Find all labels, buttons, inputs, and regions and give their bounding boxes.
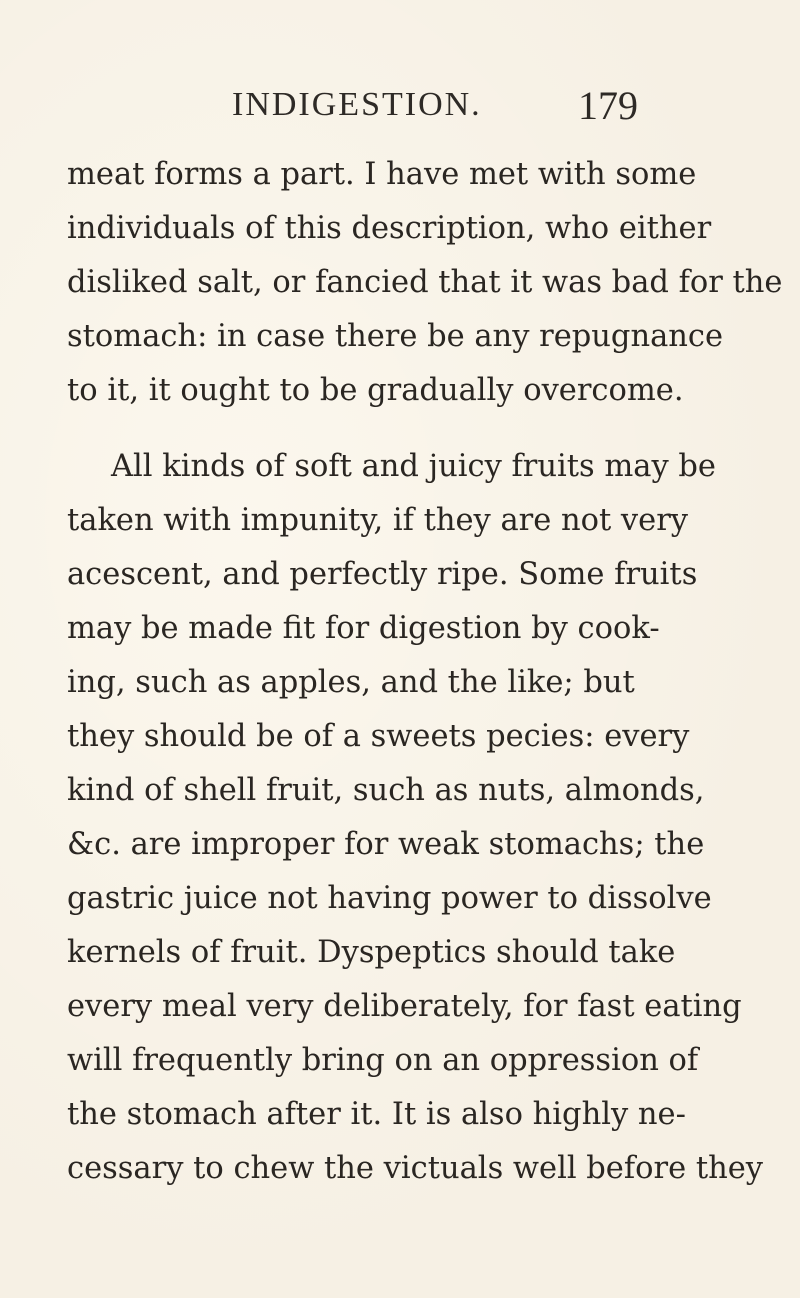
paragraph-salt (67, 148, 783, 418)
text-line: kernels of fruit. Dyspeptics should take (67, 935, 676, 970)
text-line: kind of shell fruit, such as nuts, almonds, (67, 773, 705, 808)
text-line: All kinds of soft and juicy fruits may be (111, 449, 716, 484)
text-line: &c. are improper for weak stomachs; the (67, 827, 705, 862)
text-line: may be made fit for digestion by cook- (67, 611, 660, 646)
text-line: ing, such as apples, and the like; but (67, 665, 635, 700)
text-line: will frequently bring on an oppression of (67, 1043, 699, 1078)
text-line: cessary to chew the victuals well before they (67, 1151, 764, 1186)
text-line: individuals of this description, who either (67, 211, 712, 246)
page-number: 179 (578, 83, 638, 128)
text-line: the stomach after it. It is also highly ne- (67, 1097, 686, 1132)
running-head: INDIGESTION. (232, 86, 482, 123)
text-line: every meal very deliberately, for fast eating (67, 989, 742, 1024)
text-line: stomach: in case there be any repugnance (67, 319, 724, 354)
text-line: gastric juice not having power to dissolve (67, 881, 712, 916)
text-line: disliked salt, or fancied that it was bad for the (67, 265, 783, 300)
text-line: to it, it ought to be gradually overcome. (67, 373, 684, 408)
paragraph-fruits (67, 440, 764, 1196)
text-line: acescent, and perfectly ripe. Some fruits (67, 557, 698, 592)
text-line: meat forms a part. I have met with some (67, 157, 697, 192)
text-line: taken with impunity, if they are not very (67, 503, 689, 538)
text-line: they should be of a sweets pecies: every (67, 719, 690, 754)
